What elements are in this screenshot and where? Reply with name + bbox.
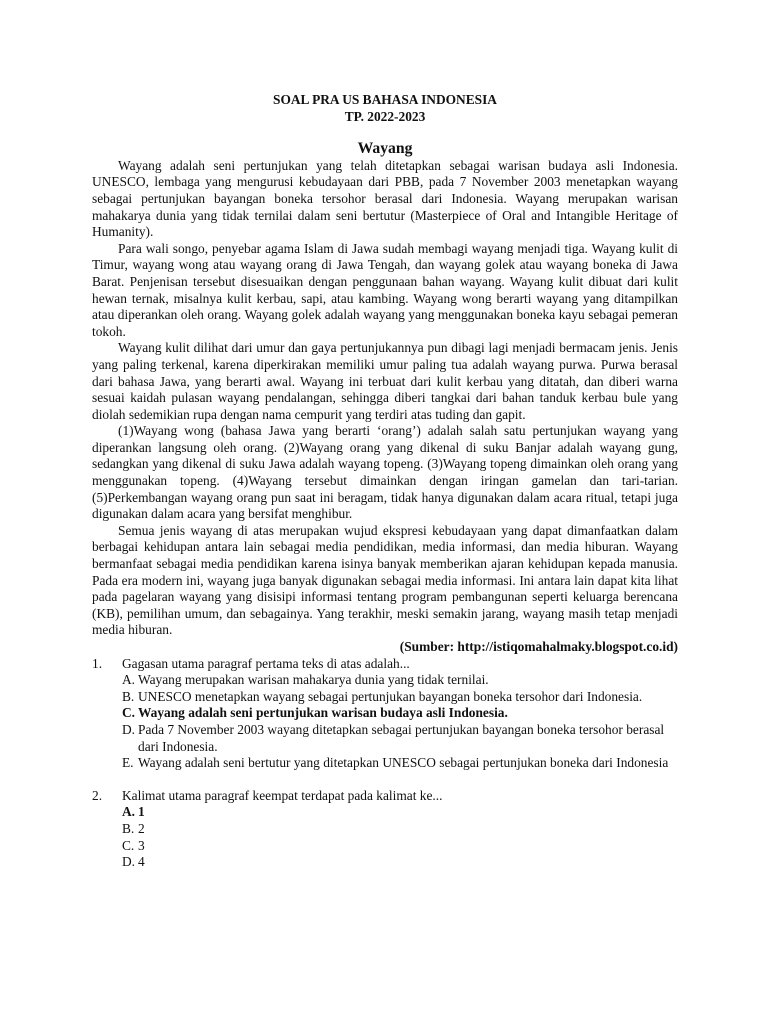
option-d[interactable] — [122, 722, 678, 755]
option-text: Pada 7 November 2003 wayang ditetapkan sebagai pertunjukan bayangan boneka tersohor berasal dari Indonesia. — [138, 721, 665, 754]
option-text: UNESCO menetapkan wayang sebagai pertunjukan bayangan boneka tersohor dari Indonesia. — [138, 688, 643, 704]
option-a[interactable] — [122, 672, 678, 689]
passage-title: Wayang — [357, 140, 413, 158]
option-b[interactable] — [122, 821, 678, 838]
option-letter: B. — [122, 688, 135, 704]
option-text: 3 — [138, 837, 145, 853]
passage-paragraph-2: Para wali songo, penyebar agama Islam di Jawa sudah membagi wayang menjadi tiga. Wayang kulit di Timur, wayang wong atau wayang orang di Jawa Tengah, dan wayang golek atau wayang boneka di Jawa Barat. Penjenisan tersebut disesuaikan dengan penggunaan bahan wayang. Wayang kulit dibuat dari kulit hewan ternak, misalnya kulit kerbau, sapi, atau kambing. Wayang wong berarti wayang yang ditampilkan atau diperankan oleh orang. Wayang golek adalah wayang yang menggunakan boneka kayu sebagai pemeran tokoh. — [92, 240, 678, 339]
question-text: Kalimat utama paragraf keempat terdapat pada kalimat ke... — [122, 787, 443, 803]
question-list — [92, 656, 678, 871]
option-letter: E. — [122, 755, 134, 771]
question-number: 1. — [92, 655, 103, 671]
option-e[interactable] — [122, 755, 678, 772]
option-text: 2 — [138, 820, 145, 836]
option-letter: D. — [122, 854, 136, 870]
option-c-selected[interactable] — [122, 705, 678, 722]
option-d[interactable] — [122, 854, 678, 871]
option-letter: D. — [122, 721, 136, 737]
passage-paragraph-1: Wayang adalah seni pertunjukan yang telah ditetapkan sebagai warisan budaya asli Indonesia. UNESCO, lembaga yang mengurusi kebudayaan dari PBB, pada 7 November 2003 menetapkan wayang sebagai pertunjukan bayangan boneka tersohor berasal dari Indonesia. Wayang merupakan warisan mahakarya dunia yang tidak ternilai dalam seni bertutur (Masterpiece of Oral and Intangible Heritage of Humanity). — [92, 157, 678, 240]
option-text: Wayang merupakan warisan mahakarya dunia yang tidak ternilai. — [138, 672, 489, 688]
question-text: Gagasan utama paragraf pertama teks di atas adalah... — [122, 655, 410, 671]
document-title: SOAL PRA US BAHASA INDONESIA — [273, 92, 497, 107]
passage-paragraph-4: (1)Wayang wong (bahasa Jawa yang berarti ‘orang’) adalah salah satu pertunjukan wayang yang diperankan langsung oleh orang. (2)Wayang orang yang dikenal di suku Banjar adalah wayang gung, sedangkan yang dikenal di suku Jawa adalah wayang topeng. (3)Wayang topeng dimainkan oleh orang yang menggunakan topeng. (4)Wayang tersebut dimainkan dengan iringan gamelan dan tari-tarian. (5)Perkembangan wayang orang pun saat ini beragam, tidak hanya digunakan dalam acara ritual, tetapi juga digunakan dalam acara yang bersifat menghibur. — [92, 423, 678, 522]
question-2 — [92, 788, 678, 871]
passage-source: (Sumber: http://istiqomahalmaky.blogspot.co.id) — [399, 639, 678, 654]
option-text: Wayang adalah seni bertutur yang ditetapkan UNESCO sebagai pertunjukan boneka dari Indonesia — [138, 755, 669, 771]
option-letter: A. — [122, 672, 136, 688]
document-subtitle: TP. 2022-2023 — [344, 108, 426, 124]
passage-paragraph-3: Wayang kulit dilihat dari umur dan gaya pertunjukannya pun dibagi lagi menjadi bermacam jenis. Jenis yang paling terkenal, karena diperkirakan memiliki umur paling tua adalah wayang purwa. Purwa berasal dari bahasa Jawa, yang berarti awal. Wayang ini terbuat dari kulit kerbau yang ditatah, dan diberi warna sesuai kaidah pulasan wayang pendalangan, sehingga diberi tangkai dari bahan tanduk kerbau bule yang diolah sedemikian rupa dengan nama cempurit yang terdiri atas tuding dan gapit. — [92, 340, 678, 422]
option-letter: C. — [122, 837, 135, 853]
option-text: 4 — [138, 854, 145, 870]
option-list — [122, 672, 678, 772]
option-letter: A. — [122, 804, 136, 820]
option-text: Wayang adalah seni pertunjukan warisan budaya asli Indonesia. — [138, 705, 508, 721]
question-1 — [92, 656, 678, 772]
option-a-selected[interactable] — [122, 804, 678, 821]
option-letter: B. — [122, 820, 135, 836]
question-number: 2. — [92, 787, 103, 803]
option-b[interactable] — [122, 689, 678, 706]
reading-passage — [92, 141, 678, 655]
option-list — [122, 804, 678, 870]
option-c[interactable] — [122, 838, 678, 855]
passage-paragraph-5: Semua jenis wayang di atas merupakan wujud ekspresi kebudayaan yang dapat dimanfaatkan dalam berbagai kehidupan antara lain sebagai media pendidikan, media informasi, dan media hiburan. Wayang bermanfaat sebagai media pendidikan karena isinya banyak memberikan ajaran kehidupan kepada manusia. Pada era modern ini, wayang juga banyak digunakan sebagai media informasi. Ini antara lain dapat kita lihat pada pagelaran wayang yang disisipi informasi tentang program pembangunan seperti keluarga berencana (KB), pemilihan umum, dan sebagainya. Yang terakhir, meski semakin jarang, wayang masih tetap menjadi media hiburan. — [92, 522, 678, 638]
option-text: 1 — [138, 804, 145, 820]
option-letter: C. — [122, 705, 136, 721]
